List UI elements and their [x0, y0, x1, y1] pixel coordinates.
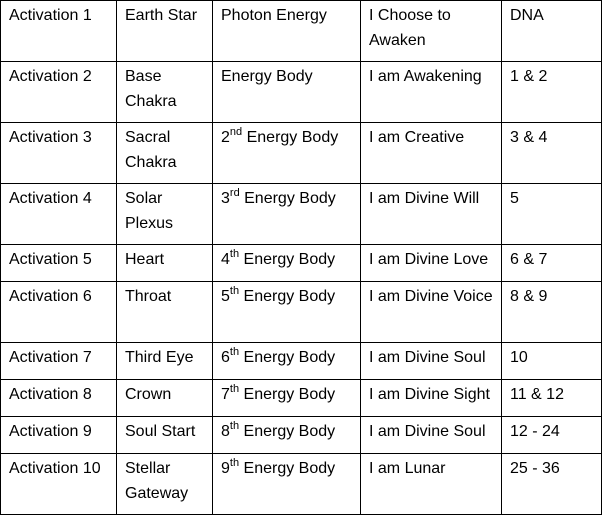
ordinal-suffix: nd: [229, 125, 243, 138]
table-row: [1, 184, 602, 245]
ordinal-suffix: th: [229, 419, 240, 432]
cell-text: Base Chakra: [125, 68, 177, 110]
cell-text: Energy Body: [242, 129, 339, 146]
cell-text: Energy Body: [239, 423, 336, 440]
cell-text: Activation 2: [9, 68, 92, 85]
cell-activation: [1, 62, 117, 123]
cell-text: 11 & 12: [510, 386, 564, 403]
cell-dna: [502, 343, 602, 380]
cell-text: 8 & 9: [510, 288, 548, 305]
cell-affirmation: [361, 184, 502, 245]
cell-affirmation: [361, 62, 502, 123]
cell-text: Activation 6: [9, 288, 92, 305]
table-row: [1, 454, 602, 515]
ordinal-number: 2: [221, 129, 230, 146]
cell-dna: [502, 1, 602, 62]
cell-text: DNA: [510, 7, 544, 24]
ordinal-number: 5: [221, 288, 230, 305]
cell-chakra: [117, 123, 213, 184]
cell-text: 6 & 7: [510, 251, 548, 268]
cell-text: I am Divine Soul: [369, 423, 486, 440]
ordinal-suffix: th: [229, 247, 240, 260]
ordinal-number: 4: [221, 251, 230, 268]
ordinal-number: 3: [221, 190, 230, 207]
cell-text: 1 & 2: [510, 68, 548, 85]
table-row: [1, 62, 602, 123]
cell-text: Solar Plexus: [125, 190, 174, 232]
cell-photon-energy: [213, 123, 361, 184]
cell-chakra: [117, 184, 213, 245]
table-row: [1, 1, 602, 62]
cell-text: Activation 1: [9, 7, 92, 24]
cell-photon-energy: [213, 343, 361, 380]
cell-photon-energy: [213, 417, 361, 454]
cell-dna: [502, 454, 602, 515]
cell-dna: [502, 245, 602, 282]
cell-text: Soul Start: [125, 423, 196, 440]
table-row: [1, 123, 602, 184]
cell-affirmation: [361, 245, 502, 282]
ordinal-suffix: th: [229, 345, 240, 358]
cell-text: Third Eye: [125, 349, 194, 366]
ordinal-number: 6: [221, 349, 230, 366]
cell-affirmation: [361, 123, 502, 184]
cell-activation: [1, 1, 117, 62]
ordinal-number: 9: [221, 460, 230, 477]
ordinal-suffix: rd: [229, 186, 240, 199]
cell-text: Activation 4: [9, 190, 92, 207]
cell-text: I Choose to Awaken: [369, 7, 451, 49]
cell-activation: [1, 184, 117, 245]
cell-affirmation: [361, 282, 502, 343]
cell-text: I am Lunar: [369, 460, 446, 477]
cell-text: Energy Body: [239, 386, 336, 403]
ordinal-suffix: th: [229, 382, 240, 395]
ordinal-suffix: th: [229, 284, 240, 297]
cell-chakra: [117, 1, 213, 62]
cell-text: Activation 10: [9, 460, 101, 477]
cell-photon-energy: [213, 1, 361, 62]
cell-text: 25 - 36: [510, 460, 560, 477]
cell-text: I am Divine Will: [369, 190, 480, 207]
cell-text: Photon Energy: [221, 7, 327, 24]
cell-affirmation: [361, 417, 502, 454]
table-row: [1, 245, 602, 282]
cell-photon-energy: [213, 380, 361, 417]
cell-activation: [1, 343, 117, 380]
cell-photon-energy: [213, 184, 361, 245]
cell-photon-energy: [213, 454, 361, 515]
cell-activation: [1, 380, 117, 417]
cell-chakra: [117, 380, 213, 417]
cell-text: I am Awakening: [369, 68, 482, 85]
cell-text: Activation 9: [9, 423, 92, 440]
cell-chakra: [117, 454, 213, 515]
cell-chakra: [117, 62, 213, 123]
cell-dna: [502, 62, 602, 123]
cell-text: Earth Star: [125, 7, 198, 24]
cell-text: Energy Body: [221, 68, 313, 85]
cell-text: I am Divine Voice: [369, 288, 493, 305]
cell-photon-energy: [213, 62, 361, 123]
activation-table-body: [1, 1, 602, 515]
cell-text: I am Creative: [369, 129, 465, 146]
cell-text: Heart: [125, 251, 165, 268]
table-row: [1, 417, 602, 454]
cell-dna: [502, 417, 602, 454]
cell-activation: [1, 282, 117, 343]
cell-text: Energy Body: [239, 349, 336, 366]
table-row: [1, 343, 602, 380]
cell-text: Energy Body: [239, 460, 336, 477]
cell-photon-energy: [213, 245, 361, 282]
cell-text: 3 & 4: [510, 129, 548, 146]
ordinal-number: 7: [221, 386, 230, 403]
cell-text: Stellar Gateway: [125, 460, 189, 502]
cell-text: I am Divine Love: [369, 251, 489, 268]
cell-text: Energy Body: [239, 190, 336, 207]
cell-text: 12 - 24: [510, 423, 560, 440]
cell-text: I am Divine Soul: [369, 349, 486, 366]
ordinal-suffix: th: [229, 456, 240, 469]
cell-affirmation: [361, 454, 502, 515]
cell-text: Sacral Chakra: [125, 129, 177, 171]
cell-text: 10: [510, 349, 528, 366]
cell-dna: [502, 380, 602, 417]
cell-text: Activation 8: [9, 386, 92, 403]
cell-activation: [1, 454, 117, 515]
cell-chakra: [117, 417, 213, 454]
cell-activation: [1, 417, 117, 454]
table-row: [1, 282, 602, 343]
cell-dna: [502, 282, 602, 343]
cell-dna: [502, 123, 602, 184]
cell-text: Activation 3: [9, 129, 92, 146]
cell-chakra: [117, 282, 213, 343]
ordinal-number: 8: [221, 423, 230, 440]
cell-text: Crown: [125, 386, 172, 403]
cell-text: Energy Body: [239, 251, 336, 268]
cell-chakra: [117, 343, 213, 380]
cell-affirmation: [361, 1, 502, 62]
cell-dna: [502, 184, 602, 245]
cell-activation: [1, 123, 117, 184]
cell-activation: [1, 245, 117, 282]
cell-text: Energy Body: [239, 288, 336, 305]
cell-chakra: [117, 245, 213, 282]
cell-text: Activation 7: [9, 349, 92, 366]
cell-affirmation: [361, 380, 502, 417]
table-row: [1, 380, 602, 417]
cell-text: I am Divine Sight: [369, 386, 490, 403]
cell-text: Activation 5: [9, 251, 92, 268]
cell-affirmation: [361, 343, 502, 380]
cell-photon-energy: [213, 282, 361, 343]
cell-text: 5: [510, 190, 519, 207]
cell-text: Throat: [125, 288, 172, 305]
